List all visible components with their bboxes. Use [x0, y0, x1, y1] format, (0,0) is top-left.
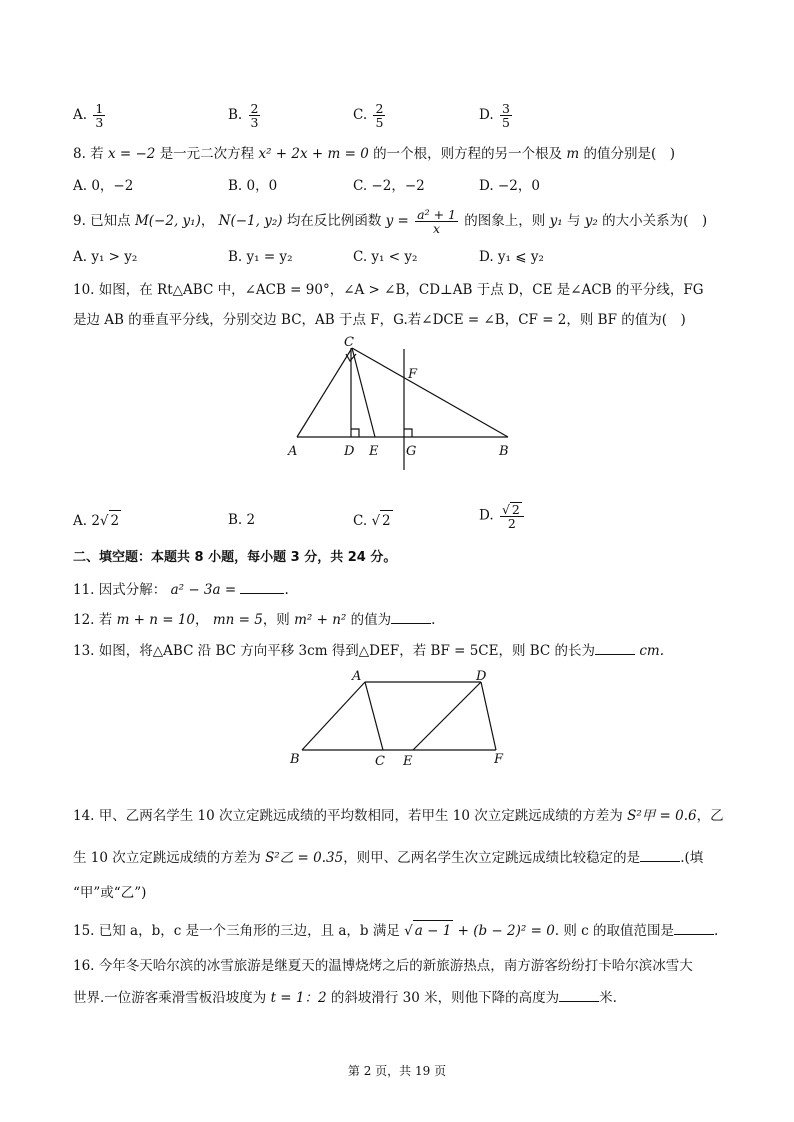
q10-option-c: C. √ 2 — [353, 510, 393, 531]
label-c: C — [344, 335, 354, 350]
label-g: G — [406, 444, 417, 459]
segment-ac — [297, 348, 352, 437]
answer-blank[interactable] — [240, 593, 284, 594]
fraction: $\frac{2}{3}$ — [250, 101, 259, 130]
q9-option-b: B. y₁ = y₂ — [228, 249, 293, 265]
segment-ac — [365, 682, 383, 750]
q10-stem-line-2: 是边 AB 的垂直平分线，分别交边 BC，AB 于点 F，G.若∠DCE = ∠B，CF = 2，则 BF 的值为( ) — [73, 312, 686, 328]
q7-option-b — [228, 102, 262, 129]
answer-blank[interactable] — [640, 861, 680, 862]
answer-blank[interactable] — [674, 934, 714, 935]
q10-figure — [280, 332, 520, 472]
option-label: D. — [479, 107, 494, 123]
option-label: B. — [228, 107, 243, 123]
answer-blank[interactable] — [391, 623, 431, 624]
label-e: E — [369, 444, 379, 459]
label-a: A — [352, 669, 362, 684]
q10-option-d: D. $\frac{√ 2}{2}$ — [479, 502, 526, 530]
label-d: D — [476, 669, 487, 684]
q14-line-1: 14. 甲、乙两名学生 10 次立定跳远成绩的平均数相同，若甲生 10 次立定跳远成绩的方差为 S²甲 = 0.6，乙 — [73, 808, 724, 824]
q16-line-2: 世界.一位游客乘滑雪板沿坡度为 t = 1：2 的斜坡滑行 30 米，则他下降的高度为 米. — [73, 990, 617, 1006]
q8-option-a: A. 0，−2 — [73, 178, 134, 194]
q9-option-d: D. y₁ ⩽ y₂ — [479, 249, 544, 265]
q16-line-1: 16. 今年冬天哈尔滨的冰雪旅游是继夏天的温博烧烤之后的新旅游热点，南方游客纷纷打卡哈尔滨冰雪大 — [73, 958, 693, 974]
q12: 12. 若 m + n = 10， mn = 5，则 m² + n² 的值为 . — [73, 612, 436, 628]
fraction: $\frac{1}{3}$ — [95, 101, 104, 130]
q13-figure — [285, 666, 510, 772]
segment-bc — [352, 348, 508, 437]
q14-line-3: “甲”或“乙”) — [73, 885, 147, 901]
label-a: A — [288, 444, 298, 459]
q11: 11. 因式分解： a² − 3a = . — [73, 582, 289, 598]
page-footer: 第 2 页，共 19 页 — [347, 1064, 447, 1078]
segment-de — [413, 682, 481, 750]
answer-blank[interactable] — [595, 654, 635, 655]
right-angle-mark-d — [351, 429, 359, 437]
fraction: $\frac{2}{5}$ — [375, 101, 384, 130]
label-b: B — [499, 444, 509, 459]
segment-df — [481, 682, 496, 750]
q7-option-c — [353, 102, 387, 129]
segment-ab — [302, 682, 365, 750]
q7-option-d — [479, 102, 514, 129]
q14-line-2: 生 10 次立定跳远成绩的方差为 S²乙 = 0.35，则甲、乙两名学生次立定跳远成绩比较稳定的是 .(填 — [73, 850, 704, 866]
q7-option-a — [73, 102, 107, 129]
right-angle-mark-g — [404, 429, 412, 437]
fraction: $\frac{3}{5}$ — [501, 101, 510, 130]
q13: 13. 如图，将△ABC 沿 BC 方向平移 3cm 得到△DEF，若 BF = 5CE，则 BC 的长为 cm. — [73, 643, 665, 659]
label-f: F — [408, 367, 418, 382]
fraction: $\frac{\text{a² + 1}}{x}$ — [417, 207, 456, 236]
label-d: D — [344, 444, 355, 459]
q15: 15. 已知 a，b，c 是一个三角形的三边，且 a，b 满足 √ a − 1 + (b − 2)² = 0. 则 c 的取值范围是 . — [73, 920, 718, 941]
q8-option-c: C. −2，−2 — [353, 178, 425, 194]
option-label: C. — [353, 107, 368, 123]
q8-option-d: D. −2，0 — [479, 178, 540, 194]
q9-option-c: C. y₁ < y₂ — [353, 249, 418, 265]
q10-option-a: A. 2√ 2 — [73, 510, 121, 531]
section-heading: 二、填空题：本题共 8 小题，每小题 3 分，共 24 分。 — [73, 550, 397, 565]
q8-stem: 8. 若 x = −2 是一元二次方程 x² + 2x + m = 0 的一个根，则方程的另一个根及 m 的值分别是( ) — [73, 146, 676, 162]
q9-stem: 9. 已知点 M(−2, y₁)， N(−1, y₂) 均在反比例函数 y = $\frac{\text{a² + 1}}{x}$ 的图象上，则 y₁ 与 y₂ 的大小关系为( ) — [73, 207, 708, 236]
segment-ce — [352, 348, 375, 437]
q10-stem-line-1: 10. 如图，在 Rt△ABC 中，∠ACB = 90°，∠A > ∠B，CD⊥AB 于点 D，CE 是∠ACB 的平分线，FG — [73, 282, 704, 298]
q8-option-b: B. 0，0 — [228, 178, 278, 194]
label-e: E — [403, 754, 413, 769]
label-c: C — [375, 754, 385, 769]
answer-blank[interactable] — [559, 1001, 599, 1002]
fraction: $\frac{√ 2}{2}$ — [500, 502, 524, 530]
label-f: F — [494, 752, 504, 767]
option-label: A. — [73, 107, 88, 123]
label-b: B — [290, 752, 300, 767]
q10-option-b: B. 2 — [228, 512, 256, 528]
q9-option-a: A. y₁ > y₂ — [73, 249, 138, 265]
